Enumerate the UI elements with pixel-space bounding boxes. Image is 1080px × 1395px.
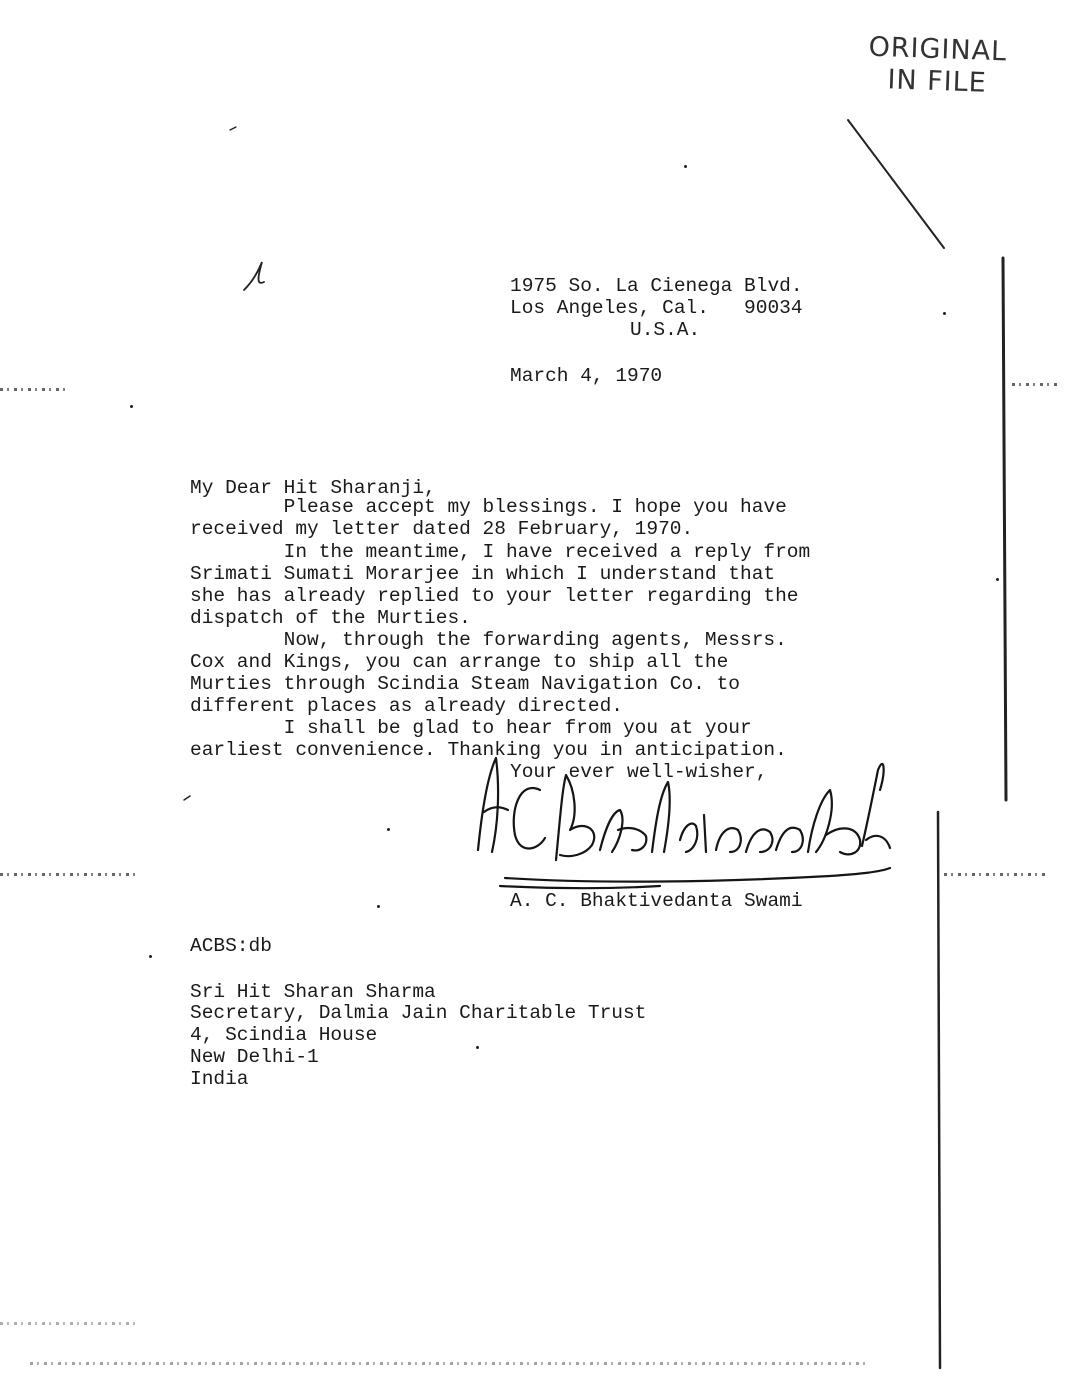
recipient-line: India (190, 1068, 249, 1090)
scan-speck-row (1012, 383, 1060, 386)
recipient-line: Sri Hit Sharan Sharma (190, 981, 436, 1003)
body-line: I shall be glad to hear from you at your (190, 717, 752, 739)
body-line: Srimati Sumati Morarjee in which I understand that (190, 563, 776, 585)
body-line: Now, through the forwarding agents, Messrs. (190, 629, 787, 651)
letter-date: March 4, 1970 (510, 365, 663, 387)
scan-speck-row (944, 873, 1048, 876)
body-line: dispatch of the Murties. (190, 607, 471, 629)
salutation: My Dear Hit Sharanji, (190, 477, 436, 499)
closing: Your ever well-wisher, (510, 761, 768, 783)
scan-dot (684, 165, 687, 168)
scan-dot (149, 955, 152, 958)
scan-speck-row (0, 1322, 140, 1325)
body-line: Cox and Kings, you can arrange to ship all the (190, 651, 729, 673)
recipient-line: 4, Scindia House (190, 1024, 378, 1046)
sender-country: U.S.A. (630, 319, 701, 341)
body-line: Murties through Scindia Steam Navigation Co. to (190, 673, 740, 695)
scan-dot (476, 1046, 479, 1049)
reference-initials: ACBS:db (190, 935, 272, 957)
stamp-line-2: IN FILE (886, 64, 988, 99)
scan-speck-row (30, 1362, 870, 1365)
recipient-line: New Delhi-1 (190, 1046, 319, 1068)
body-line: different places as already directed. (190, 695, 623, 717)
scan-dot (996, 578, 999, 581)
stamp-line-1: ORIGINAL (868, 31, 1008, 68)
body-line: In the meantime, I have received a reply from (190, 541, 811, 563)
scan-dot (943, 312, 946, 315)
sender-street: 1975 So. La Cienega Blvd. (510, 275, 803, 297)
scan-speck-row (0, 873, 138, 876)
recipient-line: Secretary, Dalmia Jain Charitable Trust (190, 1002, 647, 1024)
scan-speck-row (0, 388, 70, 391)
scan-dot (130, 405, 133, 408)
sender-city-zip: Los Angeles, Cal. 90034 (510, 297, 803, 319)
signatory-name: A. C. Bhaktivedanta Swami (510, 890, 803, 912)
body-line: earliest convenience. Thanking you in anticipation. (190, 739, 787, 761)
scan-dot (377, 905, 380, 908)
body-line: received my letter dated 28 February, 1970. (190, 518, 694, 540)
scan-dot (387, 828, 390, 831)
body-line: she has already replied to your letter regarding the (190, 585, 799, 607)
body-line: Please accept my blessings. I hope you have (190, 496, 787, 518)
